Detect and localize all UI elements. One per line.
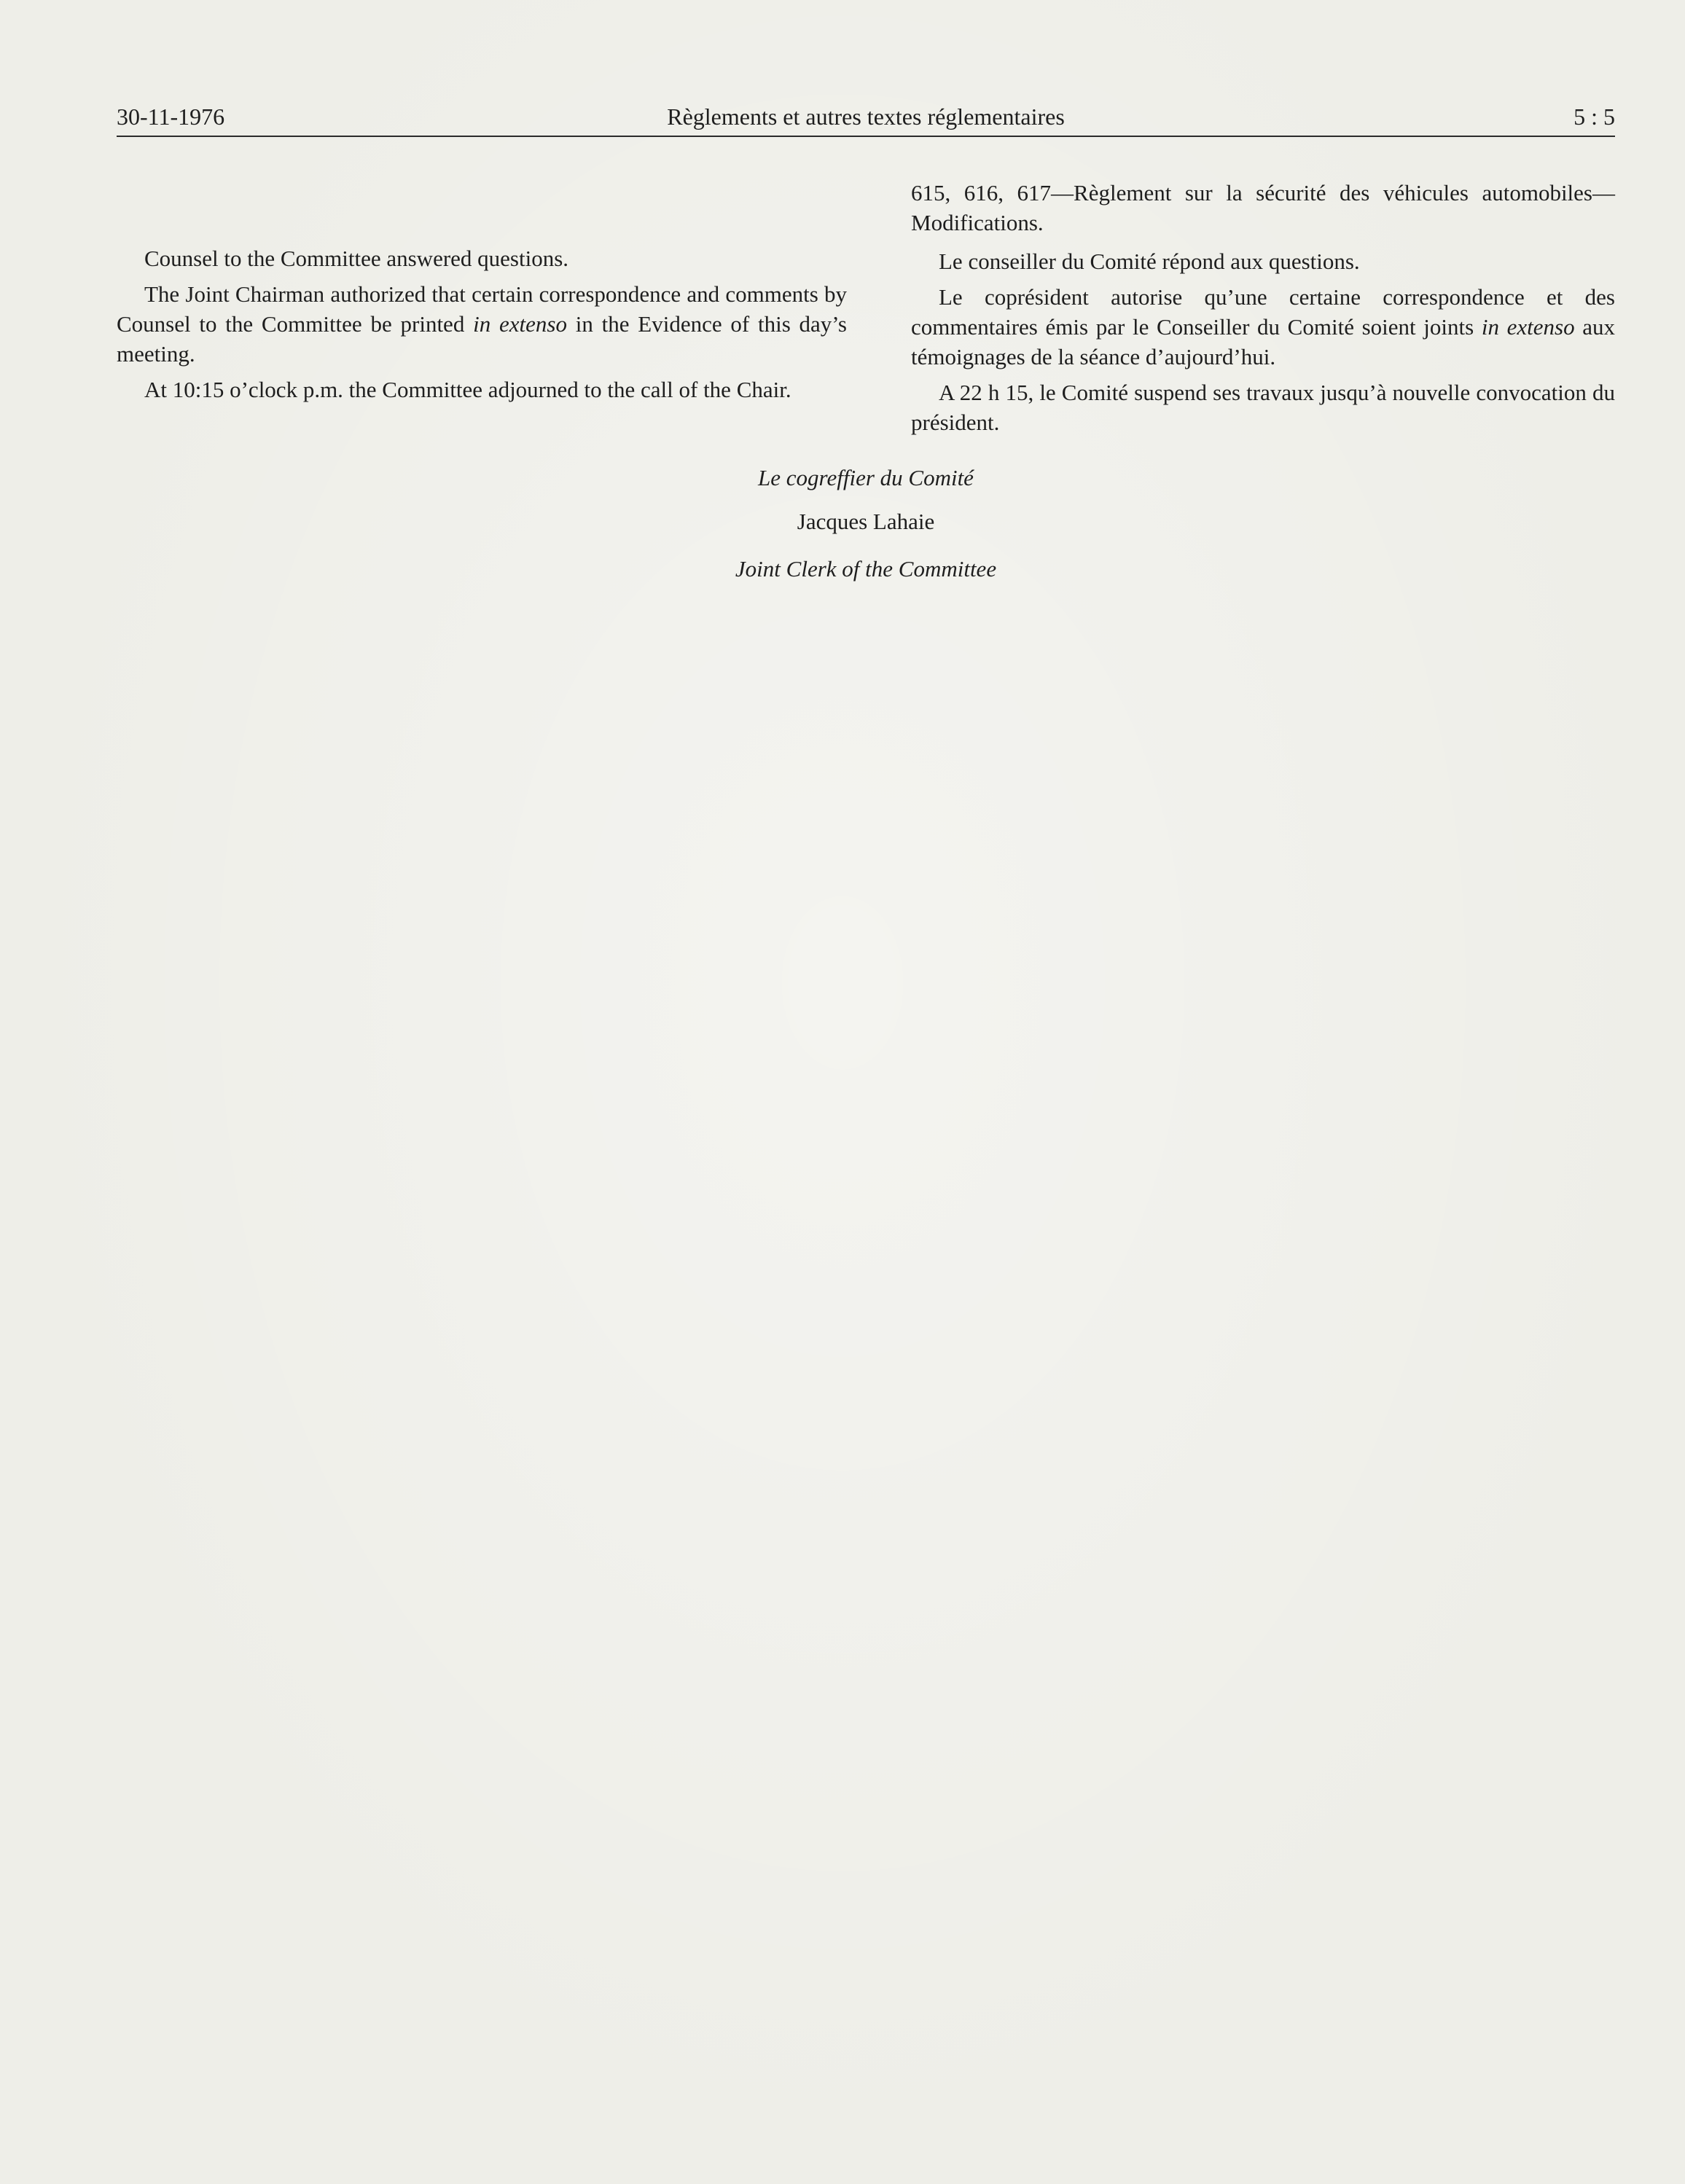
- signature-name: Jacques Lahaie: [797, 509, 935, 534]
- header-rule: [117, 136, 1615, 137]
- french-paragraph-2-tail: aux témoignages de la séance d’aujourd’hui.: [911, 314, 1615, 369]
- signature-title-french: Le cogreffier du Comité: [758, 465, 974, 490]
- french-paragraph-2-italic: in extenso: [1481, 314, 1575, 340]
- french-paragraph-2: [911, 282, 1615, 372]
- french-paragraph-1-text: Le conseiller du Comité répond aux questions.: [939, 248, 1360, 274]
- french-paragraph-3: [911, 377, 1615, 437]
- signature-title-english: Joint Clerk of the Committee: [735, 556, 997, 582]
- english-paragraph-2-text: The Joint Chairman authorized that certain correspondence and comments by Counsel to the Committee be printed: [117, 281, 847, 337]
- english-paragraph-2-italic: in extenso: [473, 311, 567, 337]
- header-date: 30-11-1976: [117, 103, 225, 130]
- english-paragraph-3-text: At 10:15 o’clock p.m. the Committee adjourned to the call of the Chair.: [144, 377, 791, 402]
- french-paragraph-1: [911, 246, 1615, 276]
- french-paragraph-3-text: A 22 h 15, le Comité suspend ses travaux jusqu’à nouvelle convocation du président.: [911, 380, 1615, 435]
- french-column: [911, 178, 1615, 443]
- header-page-number: 5 : 5: [1573, 103, 1615, 130]
- french-regulation-item: [911, 178, 1615, 238]
- english-column: [117, 243, 847, 410]
- french-paragraph-2-text: Le coprésident autorise qu’une certaine correspondence et des commentaires émis par le Conseiller du Comité soient joints: [911, 284, 1615, 340]
- header-title: Règlements et autres textes réglementaires: [667, 103, 1065, 130]
- english-paragraph-1-text: Counsel to the Committee answered questions.: [144, 246, 569, 271]
- english-paragraph-3: [117, 375, 847, 404]
- page-header: [117, 102, 1615, 136]
- english-paragraph-2-tail: in the Evidence of this day’s meeting.: [117, 311, 847, 367]
- french-regulation-text: 615, 616, 617—Règlement sur la sécurité des véhicules automobiles—Modifications.: [911, 180, 1615, 235]
- english-paragraph-1: [117, 243, 847, 273]
- english-paragraph-2: [117, 279, 847, 369]
